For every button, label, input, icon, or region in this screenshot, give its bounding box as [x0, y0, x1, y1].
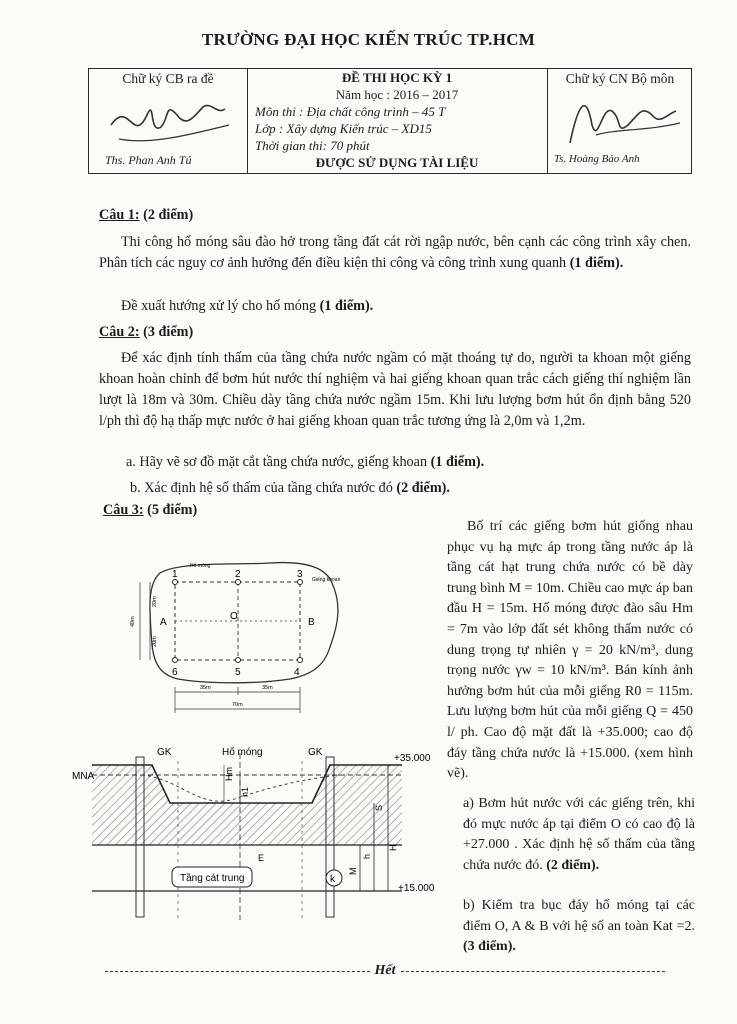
- examiner-signature: [99, 85, 239, 151]
- question-3-heading: Câu 3: (5 điểm): [103, 502, 198, 518]
- well-4-label: 4: [294, 667, 300, 678]
- well-6-marker: [173, 658, 178, 663]
- well-5-label: 5: [235, 667, 241, 678]
- well-1-marker: [173, 580, 178, 585]
- head-signature: [556, 85, 688, 151]
- h-lower-label: h: [362, 853, 372, 859]
- well-6-label: 6: [172, 667, 178, 678]
- point-a-label: A: [160, 617, 167, 628]
- plan-pit-label: Hố móng: [190, 563, 211, 569]
- gk-right-label: GK: [308, 747, 323, 758]
- examiner-name: Ths. Phan Anh Tú: [105, 153, 192, 167]
- examiner-label: Chữ ký CB ra đề: [122, 71, 214, 86]
- clay-layer: [92, 765, 402, 845]
- question-1-text: Thi công hố móng sâu đào hở trong tầng đất cát rời ngập nước, bên cạnh các công trình xây chen. Phân tích các nguy cơ ảnh hưởng đến điều kiện thi công và công trình xung quanh (1 điểm).: [99, 234, 691, 271]
- question-3-part-b: b) Kiểm tra bục đáy hố móng tại các điểm O, A & B với hệ số an toàn Kat =2. (3 điểm).: [463, 898, 695, 955]
- question-2-part-a: a. Hãy vẽ sơ đồ mặt cắt tầng chứa nước, giếng khoan (1 điểm).: [126, 454, 485, 470]
- elevation-bottom: +15.000: [398, 883, 435, 894]
- point-b-label: B: [308, 617, 315, 628]
- end-label: Hết: [374, 963, 396, 978]
- head-signature-cell: [547, 69, 692, 173]
- gk-left-label: GK: [157, 747, 172, 758]
- question-1-proposal: Đề xuất hướng xử lý cho hố móng (1 điểm).: [121, 298, 374, 314]
- examiner-signature-cell: [89, 69, 248, 173]
- footer-divider: [105, 963, 665, 979]
- exam-class: Lớp : Xây dựng Kiến trúc – XD15: [255, 121, 432, 136]
- well-1-label: 1: [172, 569, 178, 580]
- head-label: Chữ ký CN Bộ môn: [565, 71, 675, 86]
- dim-35b-label: 35m: [262, 685, 273, 691]
- exam-subject: Môn thi : Địa chất công trình – 45 T: [255, 104, 446, 119]
- cross-section-figure: [72, 735, 442, 935]
- e-label: E: [258, 853, 265, 863]
- well-5-marker: [236, 658, 241, 663]
- well-3-marker: [298, 580, 303, 585]
- question-2-text: Để xác định tính thấm của tầng chứa nước ngầm có mặt thoáng tự do, người ta khoan một giếng khoan hoàn chỉnh để bơm hút nước thí nghiệm và hai giếng khoan quan trắc cách giếng thí nghiệm lần lượt là 18m và 30m. Chiều dày tầng chứa nước ngầm 15m. Khi lưu lượng bơm hút ổn định bằng 520 l/ph thì độ hạ thấp mực nước ở hai giếng khoan quan trắc tương ứng là 2,0m và 1,2m.: [99, 350, 691, 429]
- well-4-marker: [298, 658, 303, 663]
- exam-title: ĐỀ THI HỌC KỲ 1: [341, 70, 453, 85]
- exam-year: Năm học : 2016 – 2017: [335, 87, 459, 102]
- exam-materials-note: ĐƯỢC SỬ DỤNG TÀI LIỆU: [315, 155, 479, 170]
- h1-label: h1: [240, 786, 250, 797]
- hm-label: Hm: [224, 767, 234, 781]
- mna-label: MNA: [72, 771, 95, 782]
- exam-header-table: [88, 68, 692, 174]
- section-pit-label: Hố móng: [222, 747, 263, 758]
- s-label: S: [374, 804, 384, 811]
- question-2-part-b: b. Xác định hệ số thấm của tầng chứa nước đó (2 điểm).: [130, 480, 450, 496]
- h-upper-label: H: [388, 844, 398, 851]
- question-1-heading: Câu 1: (2 điểm): [99, 207, 194, 223]
- exam-info: [249, 69, 545, 171]
- head-name: Ts. Hoàng Bảo Anh: [554, 153, 640, 165]
- exam-time: Thời gian thi: 70 phút: [255, 138, 370, 153]
- well-2-label: 2: [235, 569, 241, 580]
- k-label: k: [330, 874, 335, 885]
- dim-70-label: 70m: [232, 702, 243, 708]
- plan-well-label: Giếng khoan: [312, 577, 341, 583]
- dim-20a-label: 20m: [152, 596, 158, 607]
- elevation-top: +35.000: [394, 753, 431, 764]
- dim-35a-label: 35m: [200, 685, 211, 691]
- plan-view-figure: [120, 555, 355, 720]
- question-3-part-a: a) Bơm hút nước với các giếng trên, khi đó mực nước áp tại điểm O có cao độ là +27.000 . Xác định hệ số thấm của tầng chứa nước đó. (2 điểm).: [463, 796, 695, 873]
- m-label: M: [348, 867, 358, 875]
- well-3-label: 3: [297, 569, 303, 580]
- school-name: TRƯỜNG ĐẠI HỌC KIẾN TRÚC TP.HCM: [201, 30, 536, 49]
- dim-20b-label: 20m: [152, 636, 158, 647]
- well-2-marker: [236, 580, 241, 585]
- dim-40-label: 40m: [130, 616, 136, 627]
- question-2-heading: Câu 2: (3 điểm): [99, 324, 194, 340]
- layer-label: Tầng cát trung: [180, 873, 245, 884]
- point-o-label: O: [230, 611, 238, 622]
- question-3-text: Bố trí các giếng bơm hút giống nhau phục vụ hạ mực áp trong tầng nước áp là tầng cát hạt trung chứa nước có bề dày trung bình M = 10m. Chiều cao mực áp ban đầu H = 15m. Hố móng được đào sâu Hm = 7m vào lớp đất sét không thấm nước có dung trọng tự nhiên γ = 20 kN/m³, dung trọng nước γw = 10 kN/m³. Bán kính ảnh hưởng bơm hút của mỗi giếng R0 = 115m. Lưu lượng bơm hút của mỗi giếng Q = 450 l/ ph. Cao độ mặt đất là +35.000; cao độ đáy tầng chứa nước là +15.000. (xem hình vẽ).: [447, 519, 693, 782]
